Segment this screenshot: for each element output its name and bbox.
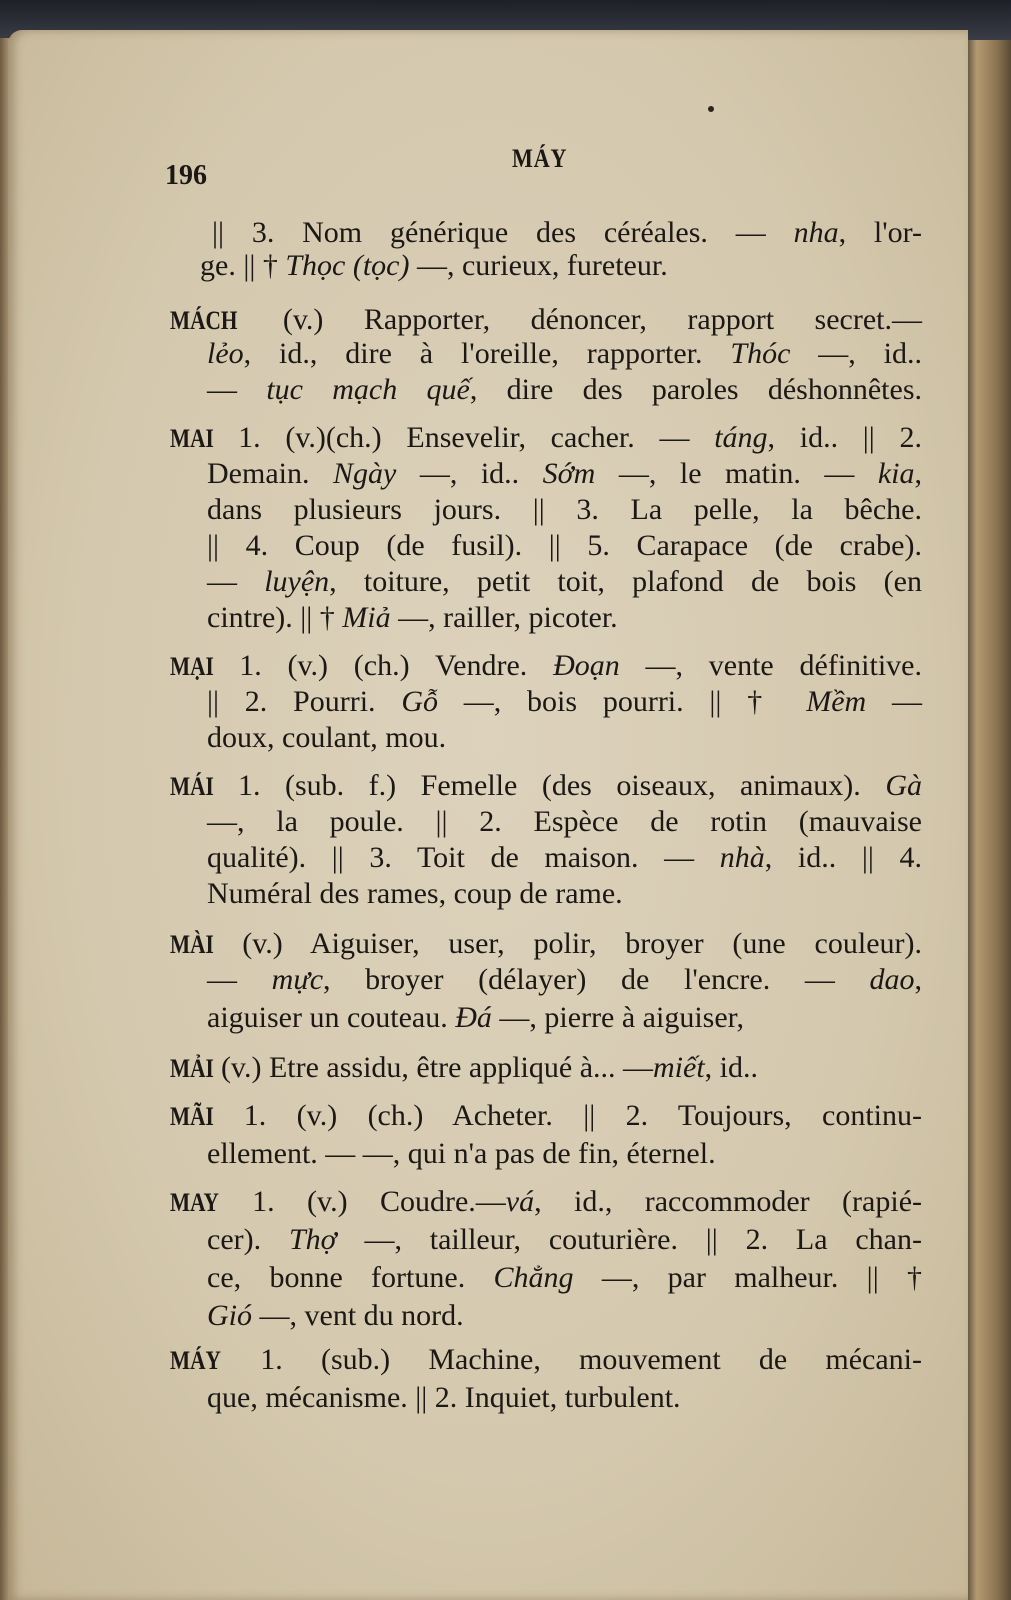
definition-text: —: [866, 685, 923, 718]
text-line: [207, 336, 922, 372]
definition-text: —: [207, 565, 265, 598]
vietnamese-term: Gỗ: [401, 685, 438, 718]
headword: MÁI: [170, 772, 214, 801]
definition-text: —, tailleur, couturière. || 2. La chan-: [336, 1223, 922, 1256]
text-line: [207, 720, 446, 756]
definition-text: || 4. Coup (de fusil). || 5. Carapace (de crabe).: [207, 529, 922, 562]
definition-text: —, la poule. || 2. Espèce de rotin (mauvaise: [207, 805, 922, 838]
definition-text: que, mécanisme. || 2. Inquiet, turbulent.: [207, 1381, 681, 1414]
definition-text: , id..: [704, 1051, 759, 1084]
definition-text: ,: [914, 457, 923, 490]
running-head: MÁY: [512, 144, 568, 173]
entry-headword-line: [170, 1098, 922, 1135]
headword: MAI: [170, 424, 214, 453]
definition-text: dans plusieurs jours. || 3. La pelle, la bêche.: [207, 493, 922, 526]
vietnamese-term: vá: [505, 1185, 535, 1218]
definition-text: 1. (v.) (ch.) Acheter. || 2. Toujours, continu-: [213, 1099, 922, 1132]
headword: MẢI: [170, 1054, 214, 1083]
vietnamese-term: luyện: [264, 565, 330, 598]
definition-text: Demain.: [207, 457, 333, 490]
headword: MÁCH: [170, 306, 238, 335]
text-line: [207, 456, 922, 492]
definition-text: cintre). || †: [207, 601, 343, 634]
definition-text: ,: [914, 963, 923, 996]
text-line: [207, 528, 922, 564]
text-line: [207, 840, 922, 876]
entry-headword-line: [170, 1184, 922, 1221]
vietnamese-term: Đoạn: [553, 649, 620, 682]
definition-text: Numéral des rames, coup de rame.: [207, 877, 623, 910]
text-line: [207, 962, 922, 998]
headword: MẠI: [170, 652, 214, 681]
definition-text: —, railler, picoter.: [390, 601, 618, 634]
vietnamese-term: Thợ: [288, 1223, 337, 1256]
definition-text: 1. (sub.) Machine, mouvement de mécani-: [222, 1343, 922, 1376]
vietnamese-term: mực: [271, 963, 324, 996]
vietnamese-term: Thọc (tọc): [285, 249, 410, 282]
vietnamese-term: nha: [793, 216, 839, 249]
definition-text: ce, bonne fortune.: [207, 1261, 494, 1294]
text-line: [207, 876, 623, 912]
entry-headword-line: [170, 1342, 922, 1379]
text-line: [207, 492, 922, 528]
text-line: [207, 600, 618, 636]
vietnamese-term: Sớm: [542, 457, 596, 490]
definition-text: doux, coulant, mou.: [207, 721, 447, 754]
definition-text: , toiture, petit toit, plafond de bois (en: [329, 565, 922, 598]
text-line: [207, 1260, 922, 1296]
definition-text: —, pierre à aiguiser,: [491, 1001, 744, 1034]
vietnamese-term: Mềm: [806, 685, 867, 718]
vietnamese-term: táng: [714, 421, 768, 454]
vietnamese-term: miết: [653, 1051, 705, 1084]
vietnamese-term: Thóc: [730, 337, 791, 370]
headword: MÀI: [170, 930, 214, 959]
definition-text: , dire des paroles déshonnêtes.: [469, 373, 922, 406]
definition-text: (v.) Aiguiser, user, polir, broyer (une couleur).: [213, 927, 922, 960]
entry-headword-line: [170, 648, 922, 685]
text-line: [207, 1222, 922, 1258]
text-line: [207, 1000, 744, 1036]
vietnamese-term: Chẳng: [493, 1261, 574, 1294]
definition-text: —, vente définitive.: [619, 649, 922, 682]
ink-speck: [708, 106, 714, 112]
definition-text: , id.. || 4.: [764, 841, 922, 874]
definition-text: ellement. — —, qui n'a pas de fin, éternel.: [207, 1137, 716, 1170]
definition-text: —, par malheur. || †: [573, 1261, 923, 1294]
text-line: [207, 804, 922, 840]
definition-text: aiguiser un couteau.: [207, 1001, 456, 1034]
definition-text: —, id..: [396, 457, 543, 490]
headword: MAY: [170, 1188, 219, 1217]
entry-headword-line: [170, 1050, 758, 1087]
definition-text: —, bois pourri. || †: [438, 685, 807, 718]
page-number: 196: [165, 160, 207, 191]
definition-text: —, vent du nord.: [252, 1299, 464, 1332]
vietnamese-term: Gió: [207, 1299, 252, 1332]
vietnamese-term: Gà: [885, 769, 922, 802]
vietnamese-term: Đá: [455, 1001, 492, 1034]
text-line: [207, 1136, 716, 1172]
definition-text: —, id..: [790, 337, 922, 370]
text-line: [207, 1298, 464, 1334]
vietnamese-term: Ngày: [332, 457, 397, 490]
definition-text: || 3. Nom générique des céréales. —: [212, 216, 794, 249]
entry-headword-line: [170, 420, 922, 457]
definition-text: , id., raccommoder (rapié-: [534, 1185, 922, 1218]
vietnamese-term: nhà: [719, 841, 765, 874]
text-line: [207, 684, 922, 720]
entry-headword-line: [170, 926, 922, 963]
definition-text: 1. (v.)(ch.) Ensevelir, cacher. —: [213, 421, 715, 454]
text-line: [200, 248, 668, 284]
vietnamese-term: tục mạch quế: [266, 373, 470, 406]
definition-text: (v.) Etre assidu, être appliqué à... —: [213, 1051, 654, 1084]
definition-text: qualité). || 3. Toit de maison. —: [207, 841, 720, 874]
headword: MÃI: [170, 1102, 214, 1131]
text-line: [207, 372, 922, 408]
definition-text: —: [207, 963, 272, 996]
definition-text: || 2. Pourri.: [207, 685, 402, 718]
definition-text: cer).: [207, 1223, 289, 1256]
definition-text: , id., dire à l'oreille, rapporter.: [243, 337, 731, 370]
definition-text: , broyer (délayer) de l'encre. —: [323, 963, 870, 996]
entry-headword-line: [170, 302, 922, 339]
vietnamese-term: lẻo: [207, 337, 244, 370]
definition-text: ge. || †: [200, 249, 286, 282]
definition-text: 1. (v.) Coudre.—: [219, 1185, 506, 1218]
definition-text: —, curieux, fureteur.: [409, 249, 668, 282]
headword: MÁY: [170, 1346, 221, 1375]
text-line: [212, 215, 922, 251]
definition-text: —: [207, 373, 267, 406]
entry-headword-line: [170, 768, 922, 805]
vietnamese-term: dao: [869, 963, 915, 996]
definition-text: (v.) Rapporter, dénoncer, rapport secret.—: [242, 303, 922, 336]
definition-text: 1. (v.) (ch.) Vendre.: [213, 649, 554, 682]
vietnamese-term: kia: [877, 457, 915, 490]
text-line: [207, 1380, 681, 1416]
book-spine-edge: [962, 40, 1011, 1600]
vietnamese-term: Miả: [342, 601, 391, 634]
text-line: [207, 564, 922, 600]
definition-text: —, le matin. —: [595, 457, 878, 490]
definition-text: , l'or-: [838, 216, 922, 249]
definition-text: , id.. || 2.: [767, 421, 922, 454]
definition-text: 1. (sub. f.) Femelle (des oiseaux, animaux).: [213, 769, 886, 802]
